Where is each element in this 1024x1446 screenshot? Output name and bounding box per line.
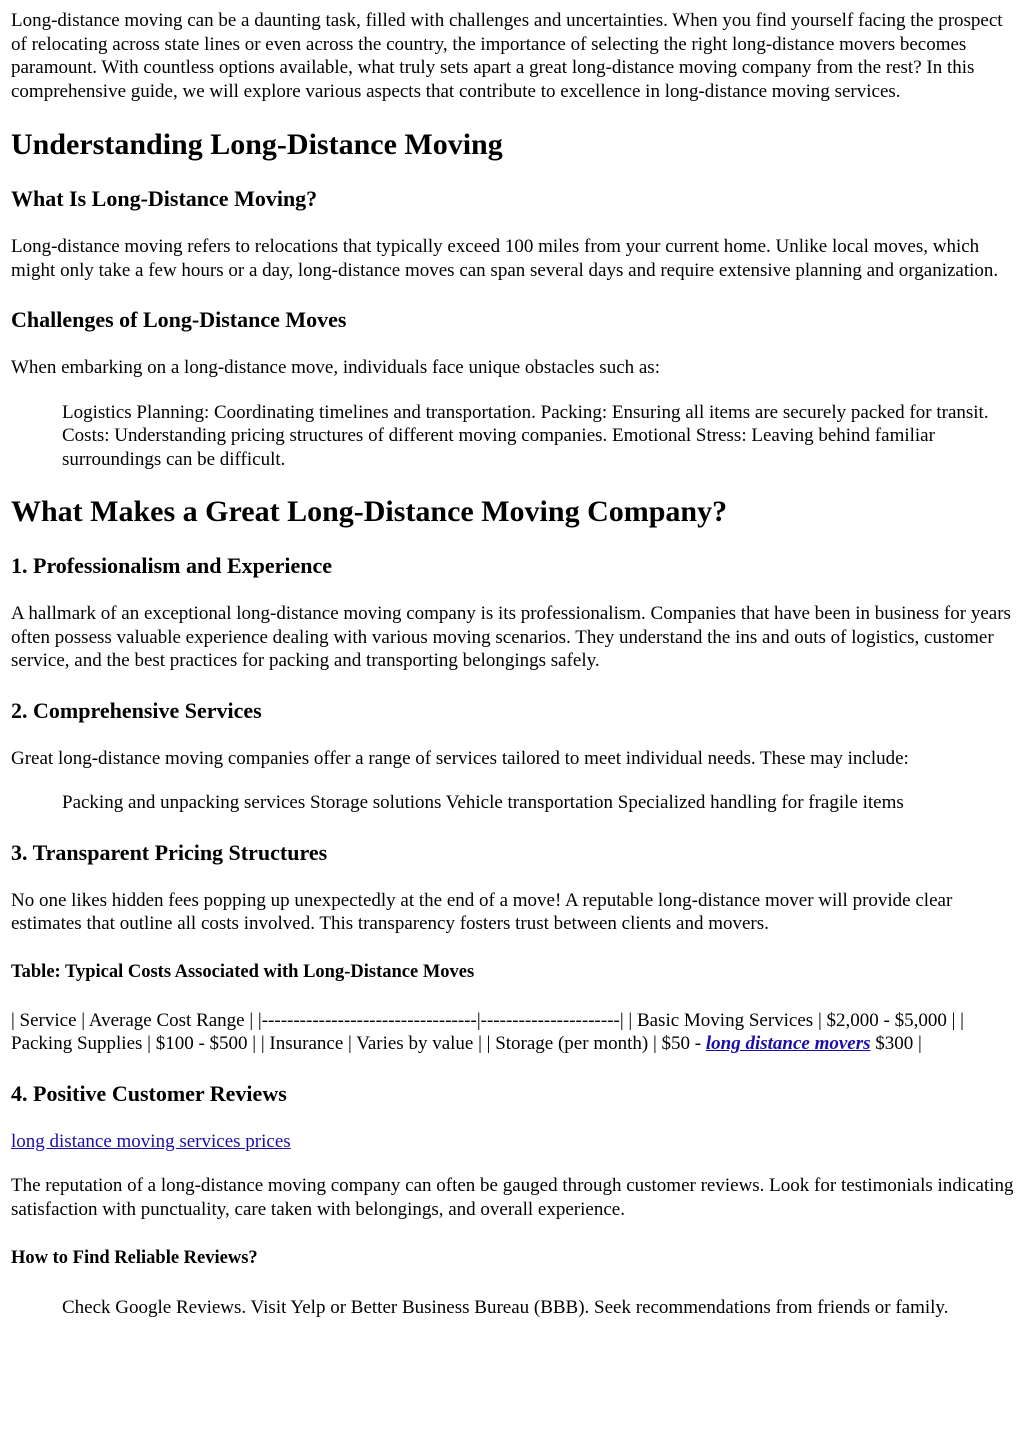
subheading-reviews: 4. Positive Customer Reviews (11, 1080, 287, 1106)
cost-table-text-after: $300 | (870, 1033, 922, 1054)
comprehensive-paragraph: Great long-distance moving companies offer a range of services tailored to meet individual needs. These may include: (11, 747, 909, 769)
cost-table-text (11, 1009, 1014, 1056)
section-heading-great-company: What Makes a Great Long-Distance Moving Company? (11, 495, 728, 528)
intro-paragraph: Long-distance moving can be a daunting task, filled with challenges and uncertainties. When you find yourself facing the prospect of relocating across state lines or even across the country, the importance of selecting the right long-distance movers becomes paramount. With countless options available, what truly sets apart a great long-distance moving company from the rest? In this comprehensive guide, we will explore various aspects that contribute to excellence in long-distance moving services. (11, 10, 1003, 102)
table-heading: Table: Typical Costs Associated with Long-Distance Moves (11, 961, 475, 982)
find-reviews-list: Check Google Reviews. Visit Yelp or Better Business Bureau (BBB). Seek recommendations from friends or family. (62, 1297, 949, 1318)
what-is-paragraph: Long-distance moving refers to relocations that typically exceed 100 miles from your current home. Unlike local moves, which might only take a few hours or a day, long-distance moves can span several days and require extensive planning and organization. (11, 236, 999, 281)
subheading-comprehensive-services: 2. Comprehensive Services (11, 697, 262, 723)
reviews-paragraph: The reputation of a long-distance moving company can often be gauged through customer reviews. Look for testimonials indicating satisfaction with punctuality, care taken with belongings, and overall experience. (11, 1175, 1014, 1220)
challenges-list: Logistics Planning: Coordinating timelines and transportation. Packing: Ensuring all items are securely packed for transit. Costs: Understanding pricing structures of different moving companies. Emotional Stress: Leaving behind familiar surroundings can be difficult. (62, 401, 989, 470)
pricing-paragraph: No one likes hidden fees popping up unexpectedly at the end of a move! A reputable long-distance mover will provide clear estimates that outline all costs involved. This transparency fosters trust between clients and movers. (11, 889, 953, 934)
moving-services-prices-link[interactable]: long distance moving services prices (11, 1130, 291, 1152)
subheading-challenges: Challenges of Long-Distance Moves (11, 307, 347, 332)
subheading-find-reviews: How to Find Reliable Reviews? (11, 1248, 258, 1268)
subheading-pricing: 3. Transparent Pricing Structures (11, 839, 328, 865)
professionalism-paragraph: A hallmark of an exceptional long-distance moving company is its professionalism. Companies that have been in business for years often possess valuable experience dealing with various moving scenarios. They understand the ins and outs of logistics, customer service, and the best practices for packing and transporting belongings safely. (11, 603, 1011, 671)
section-heading-understanding: Understanding Long-Distance Moving (11, 128, 503, 161)
subheading-what-is: What Is Long-Distance Moving? (11, 186, 318, 211)
prices-link-paragraph (11, 1130, 1014, 1154)
challenges-lead-paragraph: When embarking on a long-distance move, individuals face unique obstacles such as: (11, 357, 660, 378)
services-list: Packing and unpacking services Storage solutions Vehicle transportation Specialized handling for fragile items (62, 792, 904, 813)
long-distance-movers-link[interactable]: long distance movers (705, 1033, 871, 1054)
cost-table-text-before: | Service | Average Cost Range | |----------------------------------|----------------------| | Basic Moving Services | $2,000 - $5,000 | | Packing Supplies | $100 - $500 | | Insurance | Varies by value | | Storage (per month) | $50 - (11, 1009, 964, 1054)
subheading-professionalism: 1. Professionalism and Experience (11, 553, 333, 578)
